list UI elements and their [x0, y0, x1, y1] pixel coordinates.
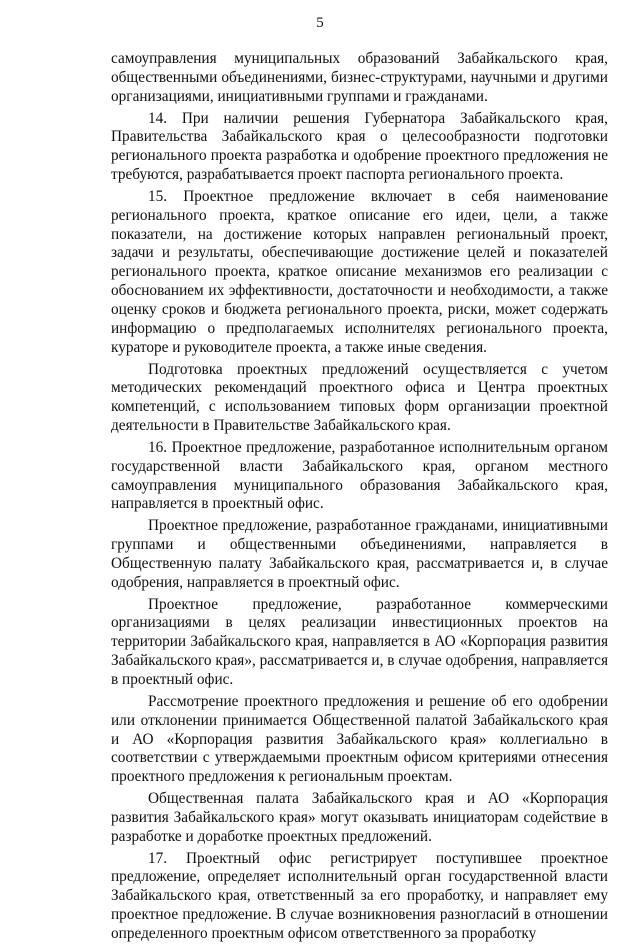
paragraph-citizens-proposal: Проектное предложение, разработанное гражданами, инициативными группами и общественными объединениями, направляется в Общественную палату Забайкальского края, рассматривается и, в случае одобрения, направляется в проектный офис.: [111, 517, 608, 591]
paragraph-assistance: Общественная палата Забайкальского края и АО «Корпорация развития Забайкальского края» могут оказывать инициаторам содействие в разработке и доработке проектных предложений.: [111, 790, 608, 845]
paragraph-commercial-proposal: Проектное предложение, разработанное коммерческими организациями в целях реализации инвестиционных проектов на территории Забайкальского края, направляется в АО «Корпорация развития Забайкальского края», рассматривается и, в случае одобрения, направляется в проектный офис.: [111, 595, 608, 688]
page-number: 5: [316, 15, 324, 31]
paragraph-item-15: 15. Проектное предложение включает в себя наименование регионального проекта, краткое описание его идеи, цели, а также показатели, на достижение которых направлен региональный проект, задачи и результаты, обеспечивающие достижение целей и показателей регионального проекта, краткое описание механизмов его реализации с обоснованием их эффективности, достаточности и необходимости, а также оценку сроков и бюджета регионального проекта, риски, может содержать информацию о предполагаемых исполнителях регионального проекта, кураторе и руководителе проекта, а также иные сведения.: [111, 187, 608, 356]
paragraph-item-16: 16. Проектное предложение, разработанное исполнительным органом государственной власти Забайкальского края, органом местного самоуправления муниципального образования Забайкальского края, направляется в проектный офис.: [111, 438, 608, 513]
paragraph-continuation: самоуправления муниципальных образований Забайкальского края, общественными объединениями, бизнес-структурами, научными и другими организациями, инициативными группами и гражданами.: [111, 50, 608, 105]
document-body: [111, 50, 608, 947]
paragraph-item-14: 14. При наличии решения Губернатора Забайкальского края, Правительства Забайкальского края о целесообразности подготовки регионального проекта разработка и одобрение проектного предложения не требуются, разрабатывается проект паспорта регионального проекта.: [111, 109, 608, 184]
paragraph-item-17: 17. Проектный офис регистрирует поступившее проектное предложение, определяет исполнительный орган государственной власти Забайкальского края, ответственный за его проработку, и направляет ему проектное предложение. В случае возникновения разногласий в отношении определенного проектным офисом ответственного за проработку: [111, 849, 608, 942]
paragraph-review-decision: Рассмотрение проектного предложения и решение об его одобрении или отклонении принимается Общественной палатой Забайкальского края и АО «Корпорация развития Забайкальского края» коллегиально в соответствии с утверждаемыми проектным офисом критериями отнесения проектного предложения к региональным проектам.: [111, 692, 608, 786]
paragraph-preparation: Подготовка проектных предложений осуществляется с учетом методических рекомендаций проектного офиса и Центра проектных компетенций, с использованием типовых форм организации проектной деятельности в Правительстве Забайкальского края.: [111, 360, 608, 435]
